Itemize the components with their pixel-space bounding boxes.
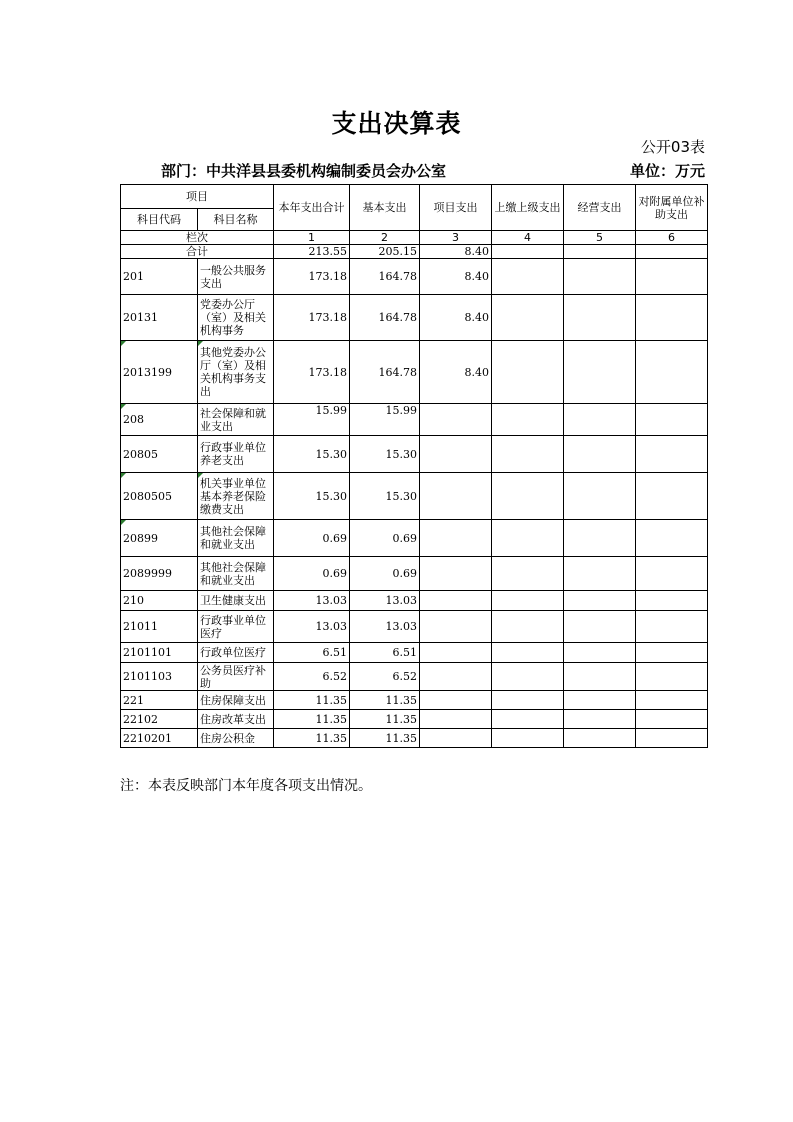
code-text: 20899 — [123, 531, 158, 545]
expenditure-table — [120, 184, 708, 748]
table-row — [121, 663, 708, 691]
amount-cell — [492, 557, 564, 591]
code-cell — [121, 404, 198, 436]
amount-cell: 173.18 — [274, 295, 350, 341]
amount-cell — [564, 611, 636, 643]
table-row — [121, 691, 708, 710]
amount-cell: 11.35 — [274, 710, 350, 729]
amount-cell: 164.78 — [350, 259, 420, 295]
table-row — [121, 341, 708, 404]
amount-cell: 0.69 — [350, 557, 420, 591]
amount-cell — [492, 611, 564, 643]
amount-cell: 15.30 — [274, 473, 350, 520]
amount-cell — [492, 691, 564, 710]
amount-cell — [492, 341, 564, 404]
comment-marker-icon — [121, 473, 126, 478]
amount-cell — [420, 557, 492, 591]
amount-cell: 15.30 — [350, 436, 420, 473]
amount-cell — [636, 259, 708, 295]
header-subsidy: 对附属单位补助支出 — [636, 185, 708, 231]
amount-cell — [636, 436, 708, 473]
amount-cell — [420, 611, 492, 643]
name-cell: 住房改革支出 — [198, 710, 274, 729]
amount-cell — [636, 473, 708, 520]
form-number: 公开03表 — [640, 138, 705, 156]
amount-cell — [492, 473, 564, 520]
footnote: 注：本表反映部门本年度各项支出情况。 — [120, 778, 372, 794]
total-cell — [636, 245, 708, 259]
amount-cell — [492, 295, 564, 341]
amount-cell — [492, 436, 564, 473]
amount-cell: 13.03 — [274, 611, 350, 643]
amount-cell — [492, 591, 564, 611]
amount-cell — [564, 710, 636, 729]
name-cell: 住房公积金 — [198, 729, 274, 748]
total-cell: 205.15 — [350, 245, 420, 259]
amount-cell — [564, 729, 636, 748]
lanci-cell: 2 — [350, 231, 420, 245]
header-upper: 上缴上级支出 — [492, 185, 564, 231]
amount-cell: 11.35 — [350, 691, 420, 710]
name-cell: 行政单位医疗 — [198, 643, 274, 663]
table-row — [121, 643, 708, 663]
amount-cell: 15.30 — [350, 473, 420, 520]
amount-cell — [636, 404, 708, 436]
amount-cell — [636, 643, 708, 663]
amount-cell — [564, 591, 636, 611]
table-row — [121, 259, 708, 295]
total-cell — [492, 245, 564, 259]
amount-cell — [492, 729, 564, 748]
amount-cell: 11.35 — [350, 729, 420, 748]
comment-marker-icon — [198, 341, 203, 346]
table-row — [121, 557, 708, 591]
code-text: 208 — [123, 413, 144, 426]
code-cell: 22102 — [121, 710, 198, 729]
amount-cell — [564, 295, 636, 341]
amount-cell: 15.30 — [274, 436, 350, 473]
amount-cell: 13.03 — [350, 591, 420, 611]
amount-cell: 11.35 — [274, 691, 350, 710]
name-cell — [198, 473, 274, 520]
name-cell: 卫生健康支出 — [198, 591, 274, 611]
amount-cell — [636, 663, 708, 691]
name-cell: 公务员医疗补助 — [198, 663, 274, 691]
table-row — [121, 404, 708, 436]
header-total: 本年支出合计 — [274, 185, 350, 231]
amount-cell — [564, 341, 636, 404]
amount-cell — [420, 591, 492, 611]
amount-cell — [492, 520, 564, 557]
amount-cell — [564, 259, 636, 295]
header-project-expense: 项目支出 — [420, 185, 492, 231]
code-cell — [121, 341, 198, 404]
code-cell: 2101103 — [121, 663, 198, 691]
code-cell: 2089999 — [121, 557, 198, 591]
name-text: 机关事业单位基本养老保险缴费支出 — [200, 476, 266, 516]
table-row — [121, 710, 708, 729]
header-business: 经营支出 — [564, 185, 636, 231]
lanci-label: 栏次 — [121, 231, 274, 245]
comment-marker-icon — [121, 404, 126, 409]
name-text: 其他党委办公厅（室）及相关机构事务支出 — [200, 346, 266, 398]
table-row — [121, 611, 708, 643]
code-cell: 20131 — [121, 295, 198, 341]
comment-marker-icon — [121, 341, 126, 346]
comment-marker-icon — [198, 473, 203, 478]
header-basic: 基本支出 — [350, 185, 420, 231]
amount-cell: 6.51 — [350, 643, 420, 663]
header-code: 科目代码 — [121, 209, 198, 231]
amount-cell — [636, 611, 708, 643]
amount-cell — [636, 591, 708, 611]
code-cell: 2210201 — [121, 729, 198, 748]
amount-cell: 8.40 — [420, 341, 492, 404]
code-cell: 221 — [121, 691, 198, 710]
code-cell: 20805 — [121, 436, 198, 473]
table-row — [121, 295, 708, 341]
name-cell: 一般公共服务支出 — [198, 259, 274, 295]
amount-cell — [420, 520, 492, 557]
amount-cell — [636, 295, 708, 341]
name-cell: 行政事业单位医疗 — [198, 611, 274, 643]
amount-cell — [420, 404, 492, 436]
amount-cell: 6.51 — [274, 643, 350, 663]
header-name: 科目名称 — [198, 209, 274, 231]
page-title: 支出决算表 — [331, 109, 462, 138]
name-cell: 住房保障支出 — [198, 691, 274, 710]
amount-cell — [564, 643, 636, 663]
amount-cell — [420, 691, 492, 710]
amount-cell — [420, 729, 492, 748]
table-row — [121, 473, 708, 520]
amount-cell — [636, 520, 708, 557]
amount-cell: 173.18 — [274, 341, 350, 404]
amount-cell — [564, 473, 636, 520]
amount-cell — [420, 473, 492, 520]
code-cell: 21011 — [121, 611, 198, 643]
table-row — [121, 436, 708, 473]
amount-cell — [564, 691, 636, 710]
lanci-cell: 1 — [274, 231, 350, 245]
total-cell: 213.55 — [274, 245, 350, 259]
amount-cell — [564, 663, 636, 691]
name-cell — [198, 341, 274, 404]
lanci-cell: 4 — [492, 231, 564, 245]
amount-cell: 8.40 — [420, 295, 492, 341]
amount-cell — [492, 663, 564, 691]
amount-cell — [420, 663, 492, 691]
amount-cell: 13.03 — [274, 591, 350, 611]
amount-cell: 15.99 — [274, 404, 350, 436]
code-cell: 201 — [121, 259, 198, 295]
amount-cell — [564, 520, 636, 557]
amount-cell — [564, 557, 636, 591]
code-cell: 210 — [121, 591, 198, 611]
amount-cell — [492, 710, 564, 729]
name-cell: 行政事业单位养老支出 — [198, 436, 274, 473]
lanci-cell: 6 — [636, 231, 708, 245]
comment-marker-icon — [121, 520, 126, 525]
amount-cell — [492, 643, 564, 663]
amount-cell: 164.78 — [350, 295, 420, 341]
code-text: 2080505 — [123, 489, 172, 503]
table-row — [121, 591, 708, 611]
amount-cell: 11.35 — [274, 729, 350, 748]
name-cell: 其他社会保障和就业支出 — [198, 557, 274, 591]
amount-cell: 173.18 — [274, 259, 350, 295]
amount-cell — [564, 436, 636, 473]
name-cell: 其他社会保障和就业支出 — [198, 520, 274, 557]
amount-cell — [636, 557, 708, 591]
lanci-cell: 3 — [420, 231, 492, 245]
amount-cell: 6.52 — [274, 663, 350, 691]
amount-cell — [564, 404, 636, 436]
amount-cell — [636, 710, 708, 729]
lanci-cell: 5 — [564, 231, 636, 245]
total-label: 合计 — [121, 245, 274, 259]
table-row — [121, 729, 708, 748]
amount-cell — [420, 643, 492, 663]
amount-cell: 164.78 — [350, 341, 420, 404]
name-cell: 社会保障和就业支出 — [198, 404, 274, 436]
code-cell: 2101101 — [121, 643, 198, 663]
amount-cell — [636, 729, 708, 748]
total-cell: 8.40 — [420, 245, 492, 259]
department-label: 部门：中共洋县县委机构编制委员会办公室 — [161, 162, 447, 180]
amount-cell — [492, 259, 564, 295]
amount-cell: 0.69 — [274, 520, 350, 557]
unit-label: 单位：万元 — [629, 162, 705, 180]
amount-cell: 15.99 — [350, 404, 420, 436]
amount-cell — [420, 710, 492, 729]
amount-cell — [636, 341, 708, 404]
total-cell — [564, 245, 636, 259]
amount-cell: 13.03 — [350, 611, 420, 643]
name-cell: 党委办公厅（室）及相关机构事务 — [198, 295, 274, 341]
code-text: 2013199 — [123, 365, 172, 379]
amount-cell — [420, 436, 492, 473]
amount-cell — [636, 691, 708, 710]
amount-cell: 11.35 — [350, 710, 420, 729]
code-cell — [121, 520, 198, 557]
header-project: 项目 — [121, 185, 274, 209]
amount-cell: 6.52 — [350, 663, 420, 691]
amount-cell — [492, 404, 564, 436]
amount-cell: 0.69 — [350, 520, 420, 557]
table-row — [121, 520, 708, 557]
amount-cell: 8.40 — [420, 259, 492, 295]
code-cell — [121, 473, 198, 520]
amount-cell: 0.69 — [274, 557, 350, 591]
